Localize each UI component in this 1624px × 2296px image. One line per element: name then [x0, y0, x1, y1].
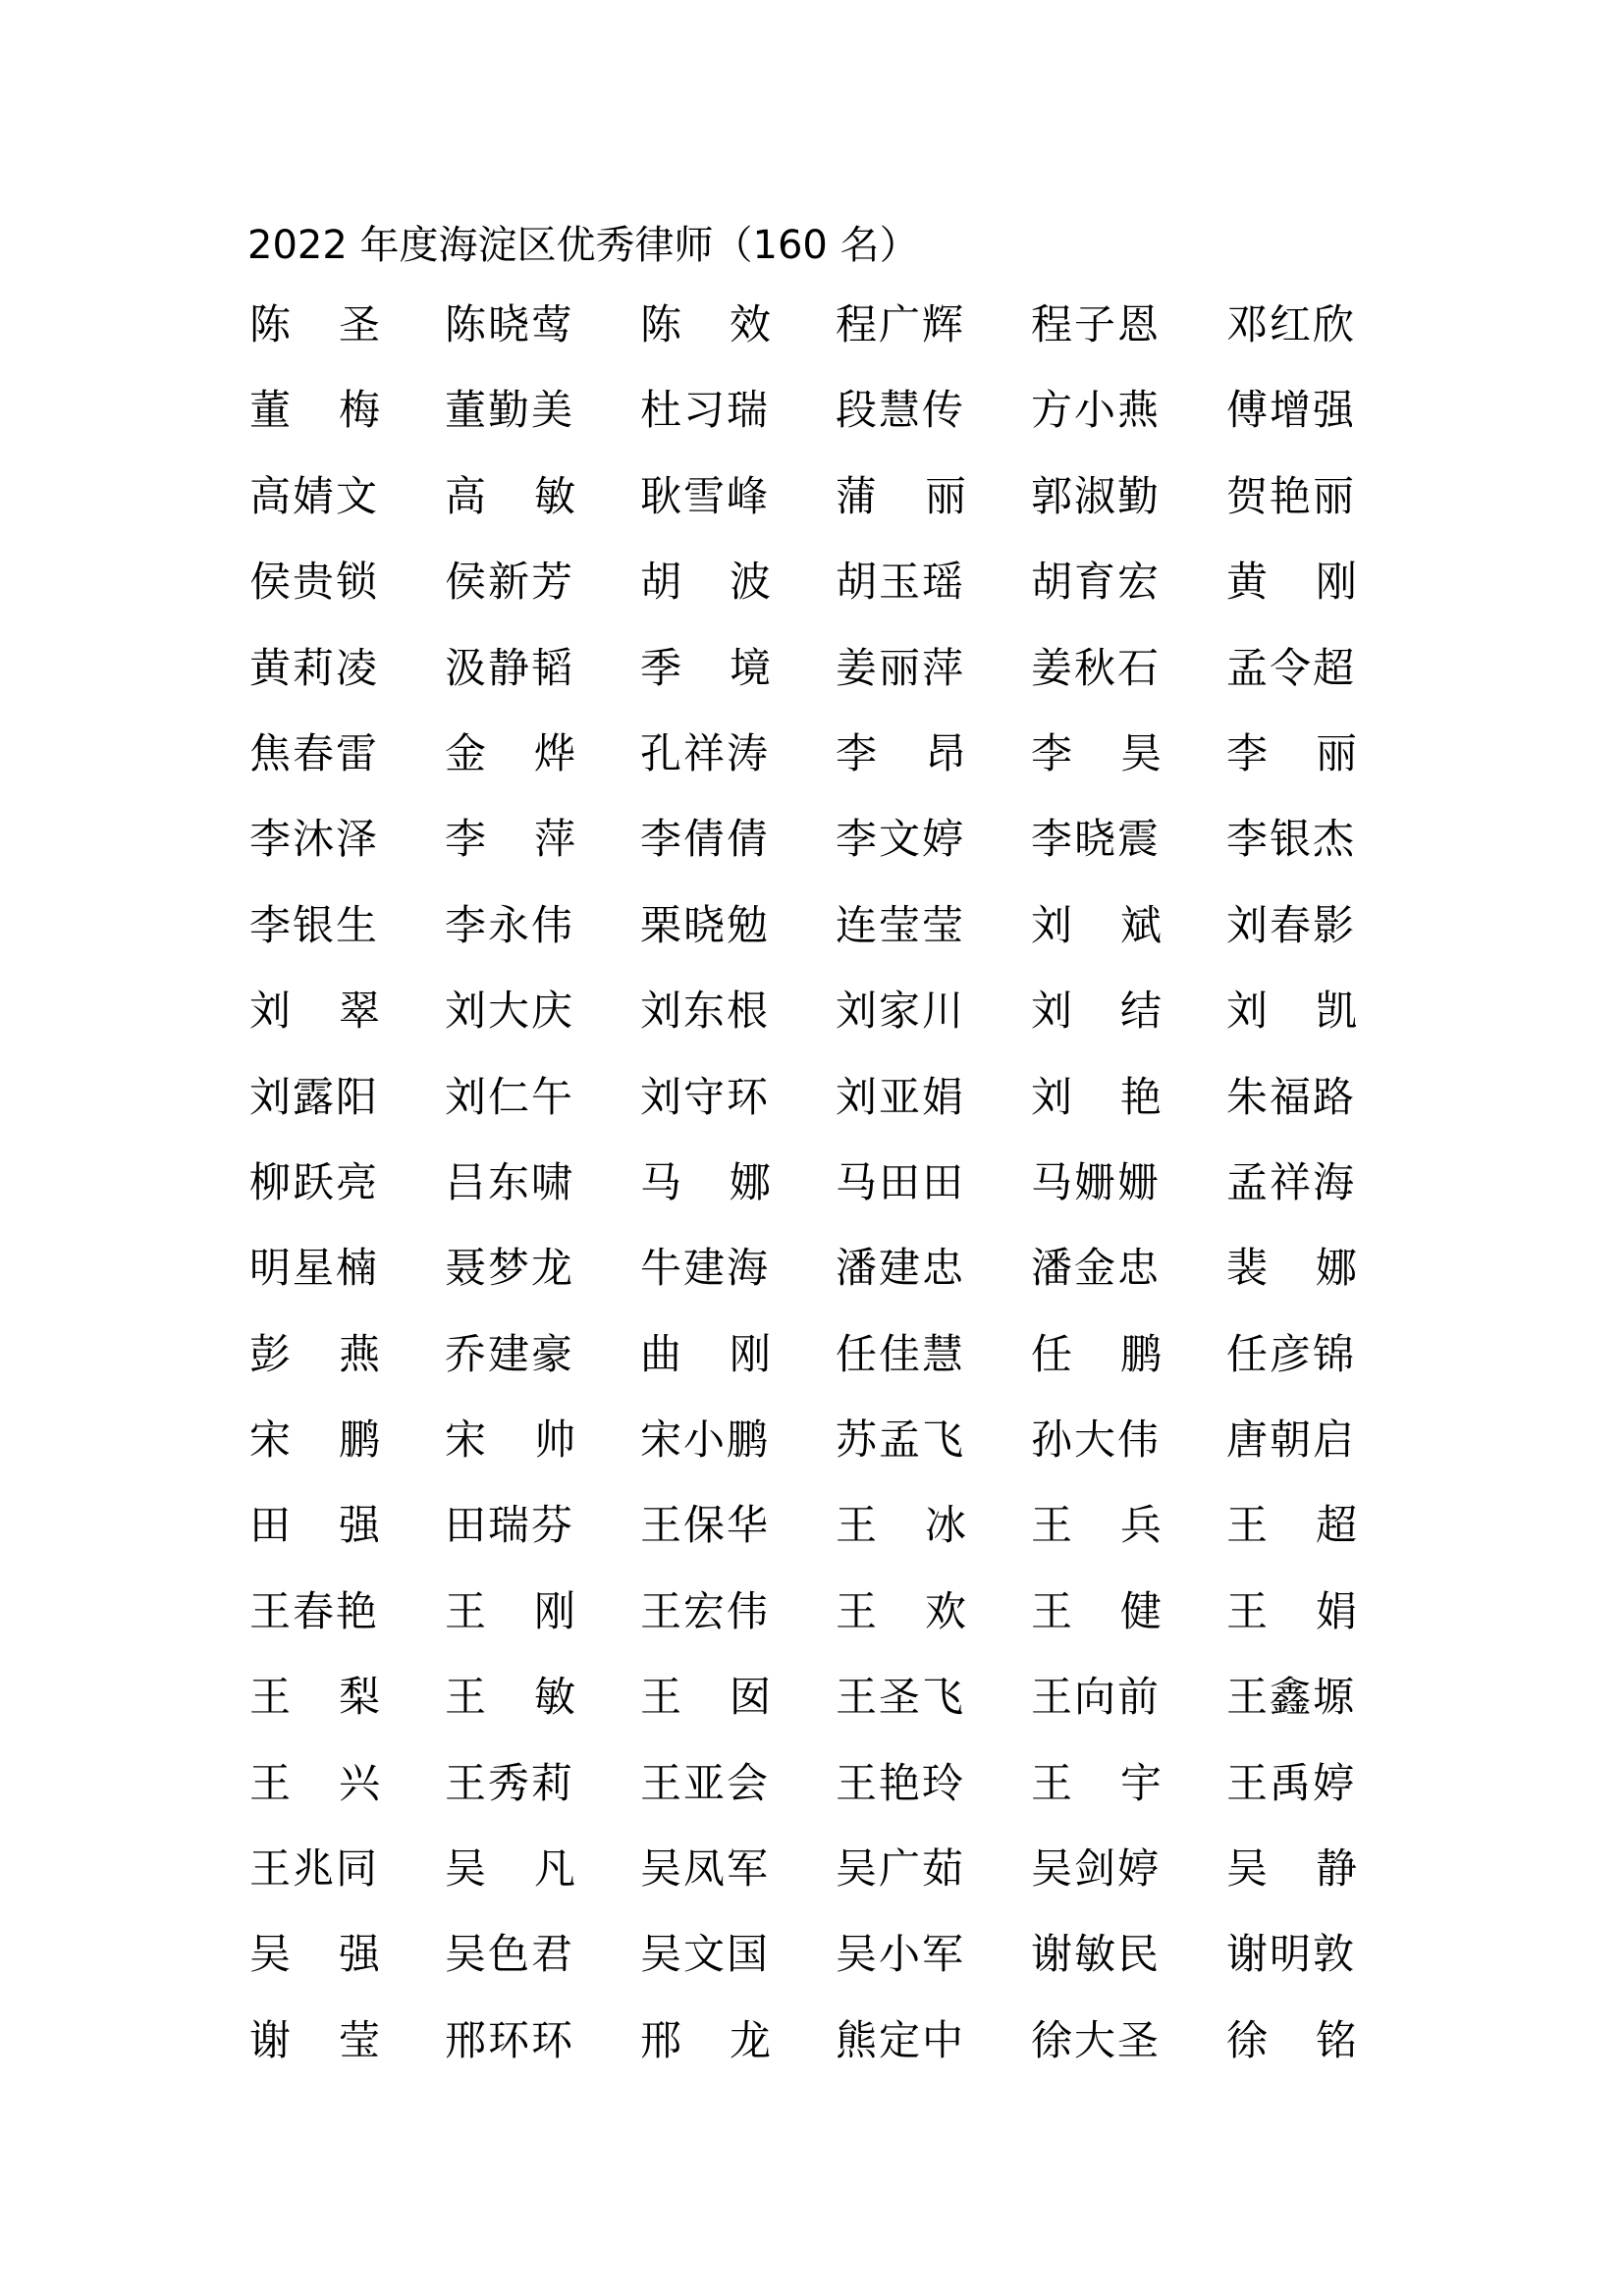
- lawyer-name: 黄莉凌: [249, 643, 380, 692]
- lawyer-name: 潘金忠: [1031, 1244, 1162, 1293]
- name-row: [249, 729, 1487, 815]
- lawyer-name: 汲静韬: [445, 643, 575, 692]
- lawyer-name: 刘露阳: [249, 1072, 380, 1121]
- lawyer-name: 苏孟飞: [836, 1415, 966, 1465]
- page-title: 2022 年度海淀区优秀律师（160 名）: [247, 223, 919, 268]
- lawyer-name: 李 萍: [445, 815, 575, 864]
- lawyer-name: 熊定中: [836, 2015, 966, 2064]
- lawyer-name: 吴 凡: [445, 1844, 575, 1894]
- lawyer-name: 孟令超: [1226, 643, 1357, 692]
- lawyer-name: 刘守环: [640, 1072, 771, 1121]
- name-row: [249, 386, 1487, 471]
- lawyer-name: 王 宇: [1031, 1758, 1162, 1807]
- lawyer-name: 耿雪峰: [640, 471, 771, 520]
- lawyer-name: 彭 燕: [249, 1329, 380, 1378]
- lawyer-name: 姜丽萍: [836, 643, 966, 692]
- lawyer-name: 孟祥海: [1226, 1157, 1357, 1206]
- lawyer-name: 谢敏民: [1031, 1930, 1162, 1979]
- lawyer-name: 刘春影: [1226, 900, 1357, 949]
- name-row: [249, 1759, 1487, 1844]
- lawyer-name: 王艳玲: [836, 1758, 966, 1807]
- lawyer-name: 王兆同: [249, 1844, 380, 1894]
- lawyer-name: 任彦锦: [1226, 1329, 1357, 1378]
- lawyer-name: 刘亚娟: [836, 1072, 966, 1121]
- lawyer-name: 吴文国: [640, 1930, 771, 1979]
- lawyer-name: 王 娟: [1226, 1586, 1357, 1635]
- name-row: [249, 300, 1487, 386]
- lawyer-name: 王禹婷: [1226, 1758, 1357, 1807]
- lawyer-name: 刘 结: [1031, 987, 1162, 1036]
- lawyer-name: 金 烨: [445, 728, 575, 777]
- lawyer-name: 胡玉瑶: [836, 558, 966, 607]
- lawyer-name: 李文婷: [836, 815, 966, 864]
- name-row: [249, 1158, 1487, 1244]
- name-row: [249, 1415, 1487, 1501]
- lawyer-name: 栗晓勉: [640, 900, 771, 949]
- lawyer-name: 董勤美: [445, 386, 575, 435]
- lawyer-name: 吴剑婷: [1031, 1844, 1162, 1894]
- lawyer-name: 董 梅: [249, 386, 380, 435]
- lawyer-name: 聂梦龙: [445, 1244, 575, 1293]
- lawyer-name: 王春艳: [249, 1586, 380, 1635]
- lawyer-name-grid: [249, 300, 1487, 2102]
- lawyer-name: 王 健: [1031, 1586, 1162, 1635]
- name-row: [249, 1673, 1487, 1758]
- lawyer-name: 王 欢: [836, 1586, 966, 1635]
- lawyer-name: 侯贵锁: [249, 558, 380, 607]
- lawyer-name: 陈晓莺: [445, 300, 575, 348]
- lawyer-name: 吴 强: [249, 1930, 380, 1979]
- lawyer-name: 邓红欣: [1226, 300, 1357, 348]
- lawyer-name: 姜秋石: [1031, 643, 1162, 692]
- lawyer-name: 任 鹏: [1031, 1329, 1162, 1378]
- lawyer-name: 李晓震: [1031, 815, 1162, 864]
- lawyer-name: 刘仁午: [445, 1072, 575, 1121]
- lawyer-name: 方小燕: [1031, 386, 1162, 435]
- lawyer-name: 刘 翠: [249, 987, 380, 1036]
- lawyer-name: 李银杰: [1226, 815, 1357, 864]
- lawyer-name: 李 丽: [1226, 728, 1357, 777]
- lawyer-name: 任佳慧: [836, 1329, 966, 1378]
- name-row: [249, 1073, 1487, 1158]
- lawyer-name: 邢环环: [445, 2015, 575, 2064]
- lawyer-name: 徐 铭: [1226, 2015, 1357, 2064]
- lawyer-name: 李 昊: [1031, 728, 1162, 777]
- lawyer-name: 宋 帅: [445, 1415, 575, 1465]
- lawyer-name: 王 冰: [836, 1501, 966, 1550]
- lawyer-name: 李沐泽: [249, 815, 380, 864]
- lawyer-name: 王 超: [1226, 1501, 1357, 1550]
- name-row: [249, 644, 1487, 729]
- name-row: [249, 1930, 1487, 2015]
- lawyer-name: 段慧传: [836, 386, 966, 435]
- lawyer-name: 刘家川: [836, 987, 966, 1036]
- lawyer-name: 吴广茹: [836, 1844, 966, 1894]
- lawyer-name: 徐大圣: [1031, 2015, 1162, 2064]
- lawyer-name: 唐朝启: [1226, 1415, 1357, 1465]
- lawyer-name: 吴小军: [836, 1930, 966, 1979]
- lawyer-name: 连莹莹: [836, 900, 966, 949]
- name-row: [249, 1330, 1487, 1415]
- lawyer-name: 田 强: [249, 1501, 380, 1550]
- lawyer-name: 傅增强: [1226, 386, 1357, 435]
- lawyer-name: 高婧文: [249, 471, 380, 520]
- name-row: [249, 472, 1487, 558]
- lawyer-name: 李 昂: [836, 728, 966, 777]
- lawyer-name: 杜习瑞: [640, 386, 771, 435]
- lawyer-name: 谢 莹: [249, 2015, 380, 2064]
- lawyer-name: 裴 娜: [1226, 1244, 1357, 1293]
- lawyer-name: 侯新芳: [445, 558, 575, 607]
- lawyer-name: 刘 凯: [1226, 987, 1357, 1036]
- name-row: [249, 558, 1487, 643]
- lawyer-name: 吴色君: [445, 1930, 575, 1979]
- lawyer-name: 李银生: [249, 900, 380, 949]
- lawyer-name: 马田田: [836, 1157, 966, 1206]
- lawyer-name: 孙大伟: [1031, 1415, 1162, 1465]
- lawyer-name: 牛建海: [640, 1244, 771, 1293]
- lawyer-name: 刘 艳: [1031, 1072, 1162, 1121]
- lawyer-name: 程子恩: [1031, 300, 1162, 348]
- lawyer-name: 王保华: [640, 1501, 771, 1550]
- lawyer-name: 刘东根: [640, 987, 771, 1036]
- lawyer-name: 蒲 丽: [836, 471, 966, 520]
- lawyer-name: 贺艳丽: [1226, 471, 1357, 520]
- lawyer-name: 高 敏: [445, 471, 575, 520]
- lawyer-name: 王 囡: [640, 1673, 771, 1722]
- lawyer-name: 王 敏: [445, 1673, 575, 1722]
- lawyer-name: 刘 斌: [1031, 900, 1162, 949]
- lawyer-name: 陈 效: [640, 300, 771, 348]
- lawyer-name: 王 兴: [249, 1758, 380, 1807]
- lawyer-name: 王向前: [1031, 1673, 1162, 1722]
- lawyer-name: 乔建豪: [445, 1329, 575, 1378]
- lawyer-name: 王 刚: [445, 1586, 575, 1635]
- lawyer-name: 王秀莉: [445, 1758, 575, 1807]
- lawyer-name: 刘大庆: [445, 987, 575, 1036]
- lawyer-name: 吕东啸: [445, 1157, 575, 1206]
- lawyer-name: 王 兵: [1031, 1501, 1162, 1550]
- lawyer-name: 陈 圣: [249, 300, 380, 348]
- lawyer-name: 王宏伟: [640, 1586, 771, 1635]
- lawyer-name: 吴凤军: [640, 1844, 771, 1894]
- lawyer-name: 程广辉: [836, 300, 966, 348]
- lawyer-name: 李倩倩: [640, 815, 771, 864]
- name-row: [249, 1244, 1487, 1329]
- lawyer-name: 马姗姗: [1031, 1157, 1162, 1206]
- lawyer-name: 曲 刚: [640, 1329, 771, 1378]
- lawyer-name: 胡 波: [640, 558, 771, 607]
- name-row: [249, 1587, 1487, 1673]
- lawyer-name: 田瑞芬: [445, 1501, 575, 1550]
- lawyer-name: 宋 鹏: [249, 1415, 380, 1465]
- lawyer-name: 吴 静: [1226, 1844, 1357, 1894]
- lawyer-name: 邢 龙: [640, 2015, 771, 2064]
- lawyer-name: 柳跃亮: [249, 1157, 380, 1206]
- name-row: [249, 987, 1487, 1072]
- lawyer-name: 明星楠: [249, 1244, 380, 1293]
- lawyer-name: 谢明敦: [1226, 1930, 1357, 1979]
- lawyer-name: 孔祥涛: [640, 728, 771, 777]
- lawyer-name: 潘建忠: [836, 1244, 966, 1293]
- lawyer-name: 宋小鹏: [640, 1415, 771, 1465]
- name-row: [249, 815, 1487, 900]
- lawyer-name: 王亚会: [640, 1758, 771, 1807]
- name-row: [249, 2016, 1487, 2102]
- lawyer-name: 季 境: [640, 643, 771, 692]
- lawyer-name: 朱福路: [1226, 1072, 1357, 1121]
- lawyer-name: 郭淑勤: [1031, 471, 1162, 520]
- lawyer-name: 王 梨: [249, 1673, 380, 1722]
- lawyer-name: 黄 刚: [1226, 558, 1357, 607]
- lawyer-name: 马 娜: [640, 1157, 771, 1206]
- lawyer-name: 李永伟: [445, 900, 575, 949]
- lawyer-name: 王鑫塬: [1226, 1673, 1357, 1722]
- name-row: [249, 1501, 1487, 1586]
- name-row: [249, 901, 1487, 987]
- lawyer-name: 王圣飞: [836, 1673, 966, 1722]
- lawyer-name: 胡育宏: [1031, 558, 1162, 607]
- name-row: [249, 1844, 1487, 1930]
- lawyer-name: 焦春雷: [249, 728, 380, 777]
